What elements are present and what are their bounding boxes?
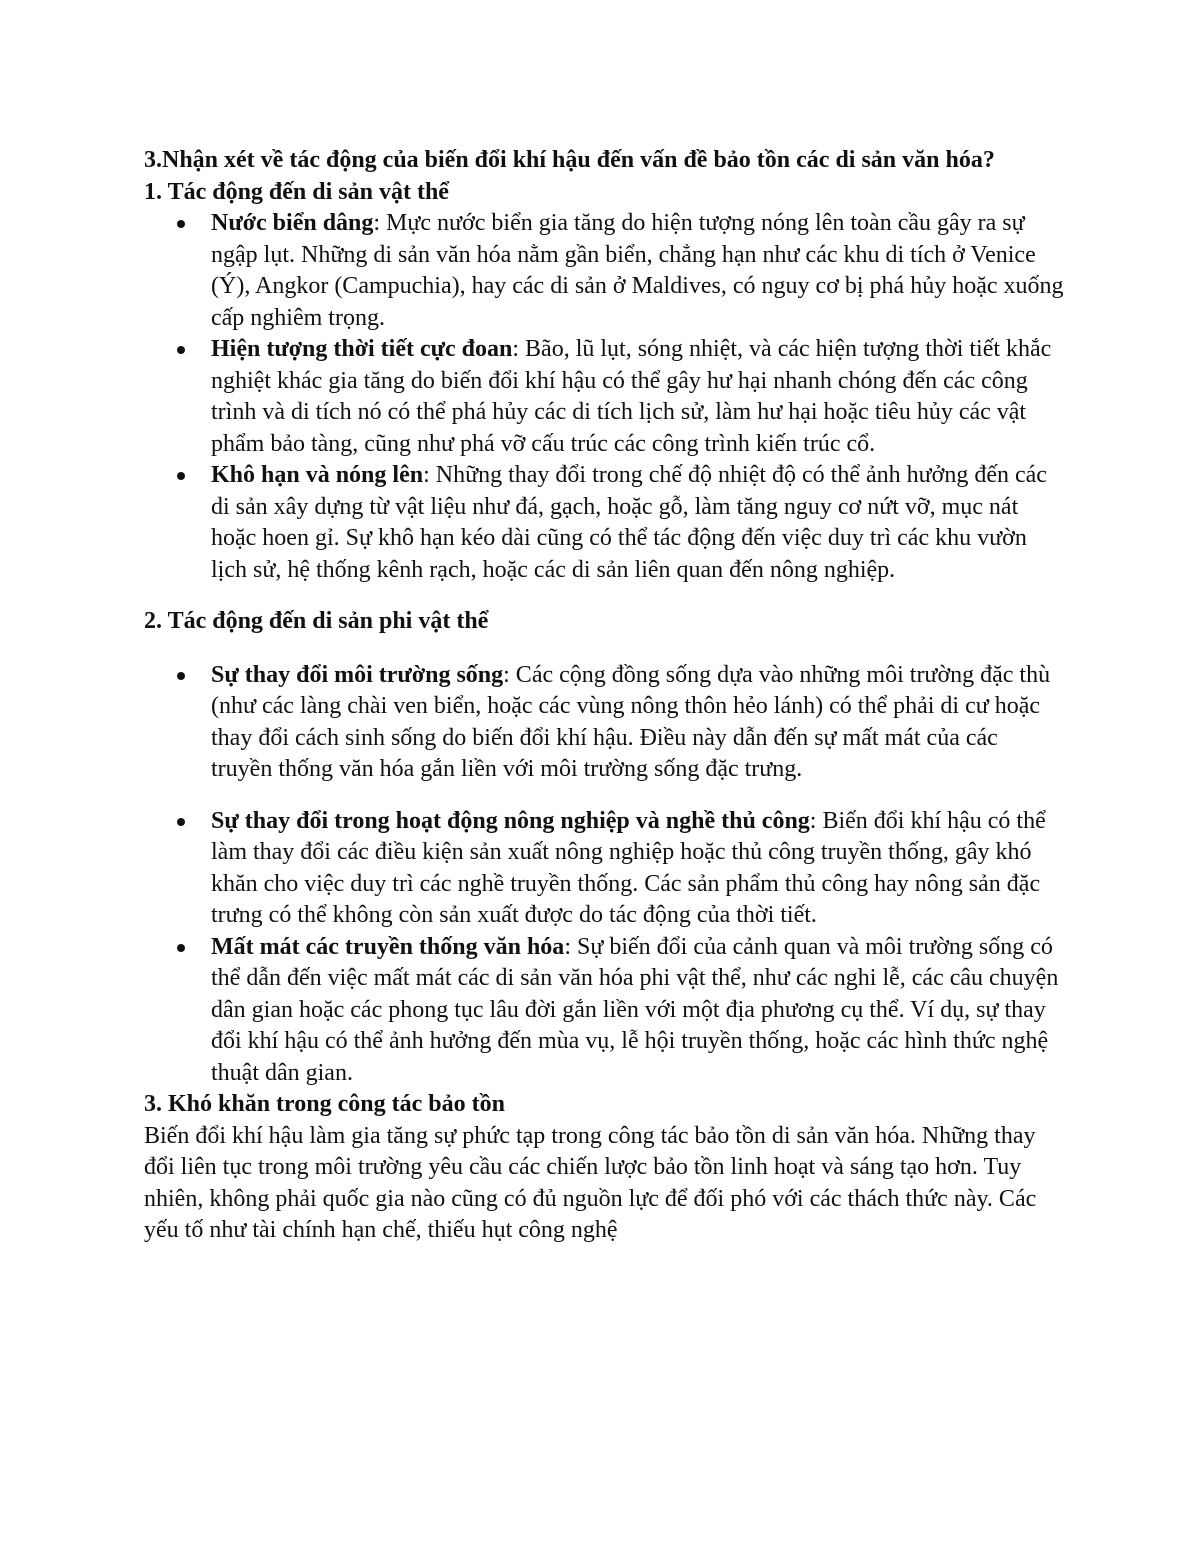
list-item [144,208,1064,334]
bullet-icon [177,346,185,354]
item-term: Hiện tượng thời tiết cực đoan [211,336,513,362]
bullet-icon [177,944,185,952]
item-text: : Bão, lũ lụt, sóng nhiệt, và các hiện tượng thời tiết khắc nghiệt khác gia tăng do biến đổi khí hậu có thể gây hư hại nhanh chóng đến các công trình và di tích nó có thể phá hủy các di tích lịch sử, làm hư hại hoặc tiêu hủy các vật phẩm bảo tàng, cũng như phá vỡ cấu trúc các công trình kiến trúc cổ. [211,336,1052,457]
spacer [144,638,1064,660]
section-1-list [144,208,1064,586]
item-term: Sự thay đổi trong hoạt động nông nghiệp và nghề thủ công [211,807,810,834]
bullet-icon [177,472,185,480]
item-text: : Các cộng đồng sống dựa vào những môi trường đặc thù (như các làng chài ven biển, hoặc các vùng nông thôn hẻo lánh) có thể phải di cư hoặc thay đổi cách sinh sống do biến đổi khí hậu. Điều này dẫn đến sự mất mát của các truyền thống văn hóa gắn liền với môi trường sống đặc trưng. [211,661,1051,782]
bullet-icon [177,220,185,228]
item-term: Mất mát các truyền thống văn hóa [211,933,565,960]
list-item [144,460,1064,586]
list-item [144,806,1064,932]
item-text: : Sự biến đổi của cảnh quan và môi trường sống có thể dẫn đến việc mất mát các di sản văn hóa phi vật thể, như các nghi lễ, các câu chuyện dân gian hoặc các phong tục lâu đời gắn liền với một địa phương cụ thể. Ví dụ, sự thay đổi khí hậu có thể ảnh hưởng đến mùa vụ, lễ hội truyền thống, hoặc các hình thức nghệ thuật dân gian. [211,933,1059,1086]
list-item [144,660,1064,786]
item-text: : Những thay đổi trong chế độ nhiệt độ có thể ảnh hưởng đến các di sản xây dựng từ vật liệu như đá, gạch, hoặc gỗ, làm tăng nguy cơ nứt vỡ, mục nát hoặc hoen gỉ. Sự khô hạn kéo dài cũng có thể tác động đến việc duy trì các khu vườn lịch sử, hệ thống kênh rạch, hoặc các di sản liên quan đến nông nghiệp. [211,462,1047,583]
bullet-icon [177,672,185,680]
item-term: Khô hạn và nóng lên [211,462,424,488]
item-text: : Biến đổi khí hậu có thể làm thay đổi các điều kiện sản xuất nông nghiệp hoặc thủ công truyền thống, gây khó khăn cho việc duy trì các nghề truyền thống. Các sản phẩm thủ công hay nông sản đặc trưng có thể không còn sản xuất được do tác động của thời tiết. [211,807,1046,928]
item-text: : Mực nước biển gia tăng do hiện tượng nóng lên toàn cầu gây ra sự ngập lụt. Những di sản văn hóa nằm gần biển, chẳng hạn như các khu di tích ở Venice (Ý), Angkor (Campuchia), hay các di sản ở Maldives, có nguy cơ bị phá hủy hoặc xuống cấp nghiêm trọng. [211,210,1064,331]
section-3-paragraph: Biến đổi khí hậu làm gia tăng sự phức tạp trong công tác bảo tồn di sản văn hóa. Những thay đổi liên tục trong môi trường yêu cầu các chiến lược bảo tồn linh hoạt và sáng tạo hơn. Tuy nhiên, không phải quốc gia nào cũng có đủ nguồn lực để đối phó với các thách thức này. Các yếu tố như tài chính hạn chế, thiếu hụt công nghệ [144,1122,1037,1243]
bullet-icon [177,818,185,826]
section-1-heading: 1. Tác động đến di sản vật thể [144,178,449,205]
list-item [144,932,1064,1090]
item-term: Sự thay đổi môi trường sống [211,661,504,688]
section-3-heading: 3. Khó khăn trong công tác bảo tồn [144,1091,505,1117]
document-body [144,145,1064,1247]
item-term: Nước biển dâng [211,210,374,236]
section-2-list [144,660,1064,1090]
spacer [144,586,1064,606]
section-2-heading: 2. Tác động đến di sản phi vật thể [144,608,489,634]
list-item [144,334,1064,460]
document-title: 3.Nhận xét về tác động của biến đổi khí hậu đến vấn đề bảo tồn các di sản văn hóa? [144,147,995,173]
